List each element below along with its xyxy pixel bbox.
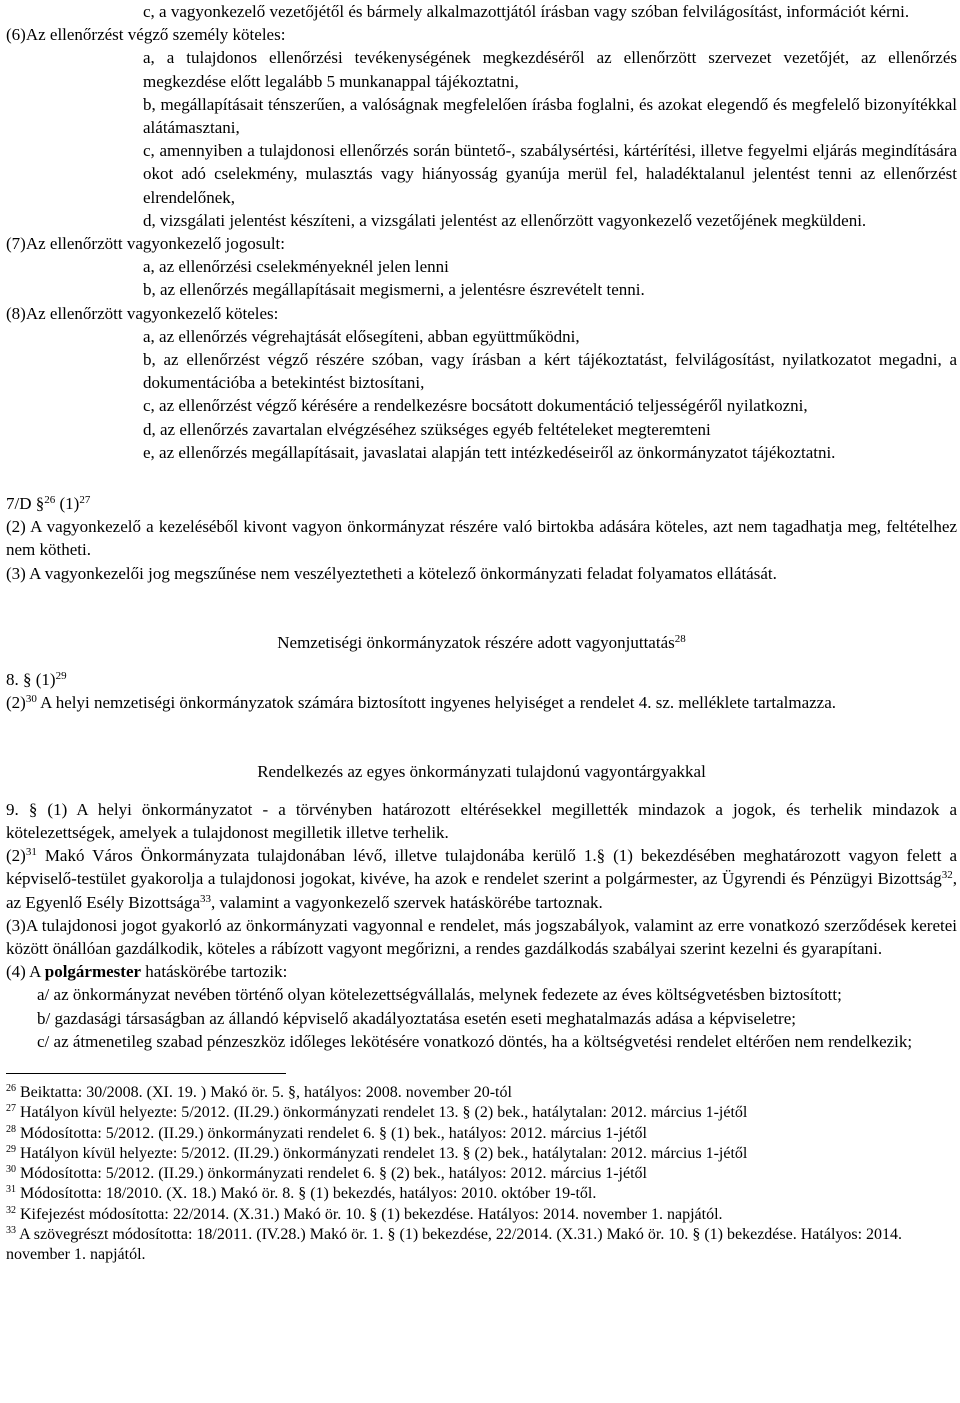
footnote: $^{31}$ Módosította: 18/2010. (X. 18.) Makó ör. 8. § (1) bekezdés, hatályos: 2010. október 19-től. [6,1184,597,1203]
footnote-ref[interactable]: 28 [674,632,686,645]
footnote-ref[interactable]: 33 [200,892,212,905]
section-8-title: 8. § $(1)^{29}$ [6,670,67,690]
footnotes [6,1083,957,1266]
section-9-para-4: (4) A polgármester hatáskörébe tartozik: [6,962,288,982]
footnote: $^{30}$ Módosította: 5/2012. (II.29.) önkormányzati rendelet 6. § (2) bek., hatályos: 2012. március 1-jétől [6,1164,647,1183]
section-7d-para-2: (2) A vagyonkezelő a kezeléséből kivont vagyon önkormányzat részére való birtokba adására köteles, azt nem tagadhatja meg, feltételhez nem kötheti. [6,517,957,560]
section-6-heading: (6)Az ellenőrzést végző személy köteles: [6,25,286,45]
list-item: d, az ellenőrzés zavartalan elvégzéséhez szükséges egyéb feltételeket megteremteni [143,419,711,439]
footnote: $^{28}$ Módosította: 5/2012. (II.29.) önkormányzati rendelet 6. § (1) bek., hatályos: 2012. március 1-jétől [6,1123,647,1142]
document-page [6,0,957,1266]
section-8-heading: (8)Az ellenőrzött vagyonkezelő köteles: [6,303,279,323]
footnote-ref[interactable]: 32 [941,869,953,882]
list-item: b, az ellenőrzést végző részére szóban, vagy írásban a kért tájékoztatást, felvilágosítást, nyilatkozatot megadni, a dokumentációba a betekintést biztosítani, [143,350,957,393]
list-item: a, a tulajdonos ellenőrzési tevékenységének megkezdéséről az ellenőrzött szervezet vezetőjét, az ellenőrzés megkezdése előtt legalább 5 munkanappal tájékoztatni, [143,48,957,91]
list-item: b, megállapításait ténszerűen, a valóságnak megfelelően írásba foglalni, és azokat elegendő és megfelelő bizonyítékkal alátámasztani, [143,94,957,138]
list-item: b, az ellenőrzés megállapításait megismerni, a jelentésre észrevételt tenni. [143,280,645,300]
mayor-term: polgármester [44,962,142,982]
paragraph-6c-continued: c, a vagyonkezelő vezetőjétől és bármely alkalmazottjától írásban vagy szóban felvilágosítást, információt kérni. [143,2,910,21]
list-item: c/ az átmenetileg szabad pénzeszköz időleges lekötésére vonatkozó döntés, ha a költségvetési rendelet eltérően nem rendelkezik; [37,1031,913,1051]
list-item: d, vizsgálati jelentést készíteni, a vizsgálati jelentést az ellenőrzött vagyonkezelő vezetőjének megküldeni. [143,210,867,230]
footnote: $^{27}$ Hatályon kívül helyezte: 5/2012. (II.29.) önkormányzati rendelet 13. § (2) bek., hatálytalan: 2012. március 1-jétől [6,1103,748,1122]
footnote-ref[interactable]: 27 [79,494,91,507]
footnote: $^{33}$ A szövegrészt módosította: 18/2011. (IV.28.) Makó ör. 1. § (1) bekezdése, 22/2014. (X.31.) Makó ör. 10. § (1) bekezdése. Hatályos: 2014. november 1. napjától. [6,1225,903,1264]
list-item: c, amennyiben a tulajdonosi ellenőrzés során büntető-, szabálysértési, kártérítési, illetve fegyelmi eljárás megindítására okot adó cselekmény, mulasztás vagy hiányosság gyanúja merül fel, haladéktalanul jelentést tenni az ellenőrzést elrendelőnek, [143,141,957,207]
list-item: c, az ellenőrzést végző kérésére a rendelkezésre bocsátott dokumentáció teljességéről nyilatkozni, [143,396,808,416]
list-item: a/ az önkormányzat nevében történő olyan kötelezettségvállalás, melynek fedezete az éves költségvetésben biztosított; [37,985,842,1005]
footnote-ref[interactable]: 30 [25,693,37,706]
list-item: a, az ellenőrzés végrehajtását elősegíteni, abban együttműködni, [143,326,580,346]
list-item: b/ gazdasági társaságban az állandó képviselő akadályoztatása esetén eseti meghatalmazás adása a képviseletre; [37,1008,796,1028]
section-8-para-2: $(2)^{30}$ A helyi nemzetiségi önkormányzatok számára biztosított ingyenes helyiséget a rendelet 4. sz. melléklete tartalmazza. [6,693,837,713]
footnote: $^{26}$ Beiktatta: 30/2008. (XI. 19. ) Makó ör. 5. §, hatályos: 2008. november 20-tól [6,1082,512,1101]
list-item: e, az ellenőrzés megállapításait, javaslatai alapján tett intézkedéseiről az önkormányzatot tájékoztatni. [143,442,836,462]
section-9-para-3: (3)A tulajdonosi jogot gyakorló az önkormányzati vagyonnal e rendelet, más jogszabályok, valamint az erre vonatkozó szerződések keretei között önállóan gazdálkodik, köteles a rábízott vagyont megőrizni, a rendes gazdálkodás szabályai szerint kezelni és gyarapítani. [6,915,957,958]
footnote-separator [6,1073,286,1074]
section-7d-heading: 7/D §$^{26}$ $(1)^{27}$ [6,494,91,514]
footnote: $^{29}$ Hatályon kívül helyezte: 5/2012. (II.29.) önkormányzati rendelet 13. § (2) bek., hatálytalan: 2012. március 1-jétől [6,1143,748,1162]
section-7-heading: (7)Az ellenőrzött vagyonkezelő jogosult: [6,234,285,254]
footnote: $^{32}$ Kifejezést módosította: 22/2014. (X.31.) Makó ör. 10. § (1) bekezdése. Hatályos: 2014. november 1. napjától. [6,1204,723,1223]
heading-nationality: Nemzetiségi önkormányzatok részére adott vagyonjuttatás$^{28}$ [277,632,686,652]
footnote-ref[interactable]: 29 [55,670,67,683]
footnote-ref[interactable]: 31 [25,846,37,859]
footnote-ref[interactable]: 26 [44,494,56,507]
list-item: a, az ellenőrzési cselekményeknél jelen lenni [143,257,449,277]
heading-property: Rendelkezés az egyes önkormányzati tulajdonú vagyontárgyakkal [257,762,706,782]
section-7d-para-3: (3) A vagyonkezelői jog megszűnése nem veszélyeztetheti a kötelező önkormányzati feladat folyamatos ellátását. [6,563,777,583]
section-9-para-1: 9. § (1) A helyi önkormányzatot - a törvényben határozott eltérésekkel megillették mindazok a jogok, és terhelik mindazok a kötelezettségek, amelyek a tulajdonost megilletik illetve terhelik. [6,799,957,842]
section-9-para-2: $(2)^{31}$ Makó Város Önkormányzata tulajdonában lévő, illetve tulajdonába kerülő 1.§ (1) bekezdésében meghatározott vagyon felett a képviselő-testület gyakorolja a tulajdonosi jogokat, kivéve, ha azok e rendelet szerint a polgármester, az Ügyrendi és Pénzügyi Bizottság$^{32}$, az Egyenlő Esély Bizottsága$^{33}$, valamint a vagyonkezelő szervek hatáskörébe tartoznak. [6,846,957,912]
